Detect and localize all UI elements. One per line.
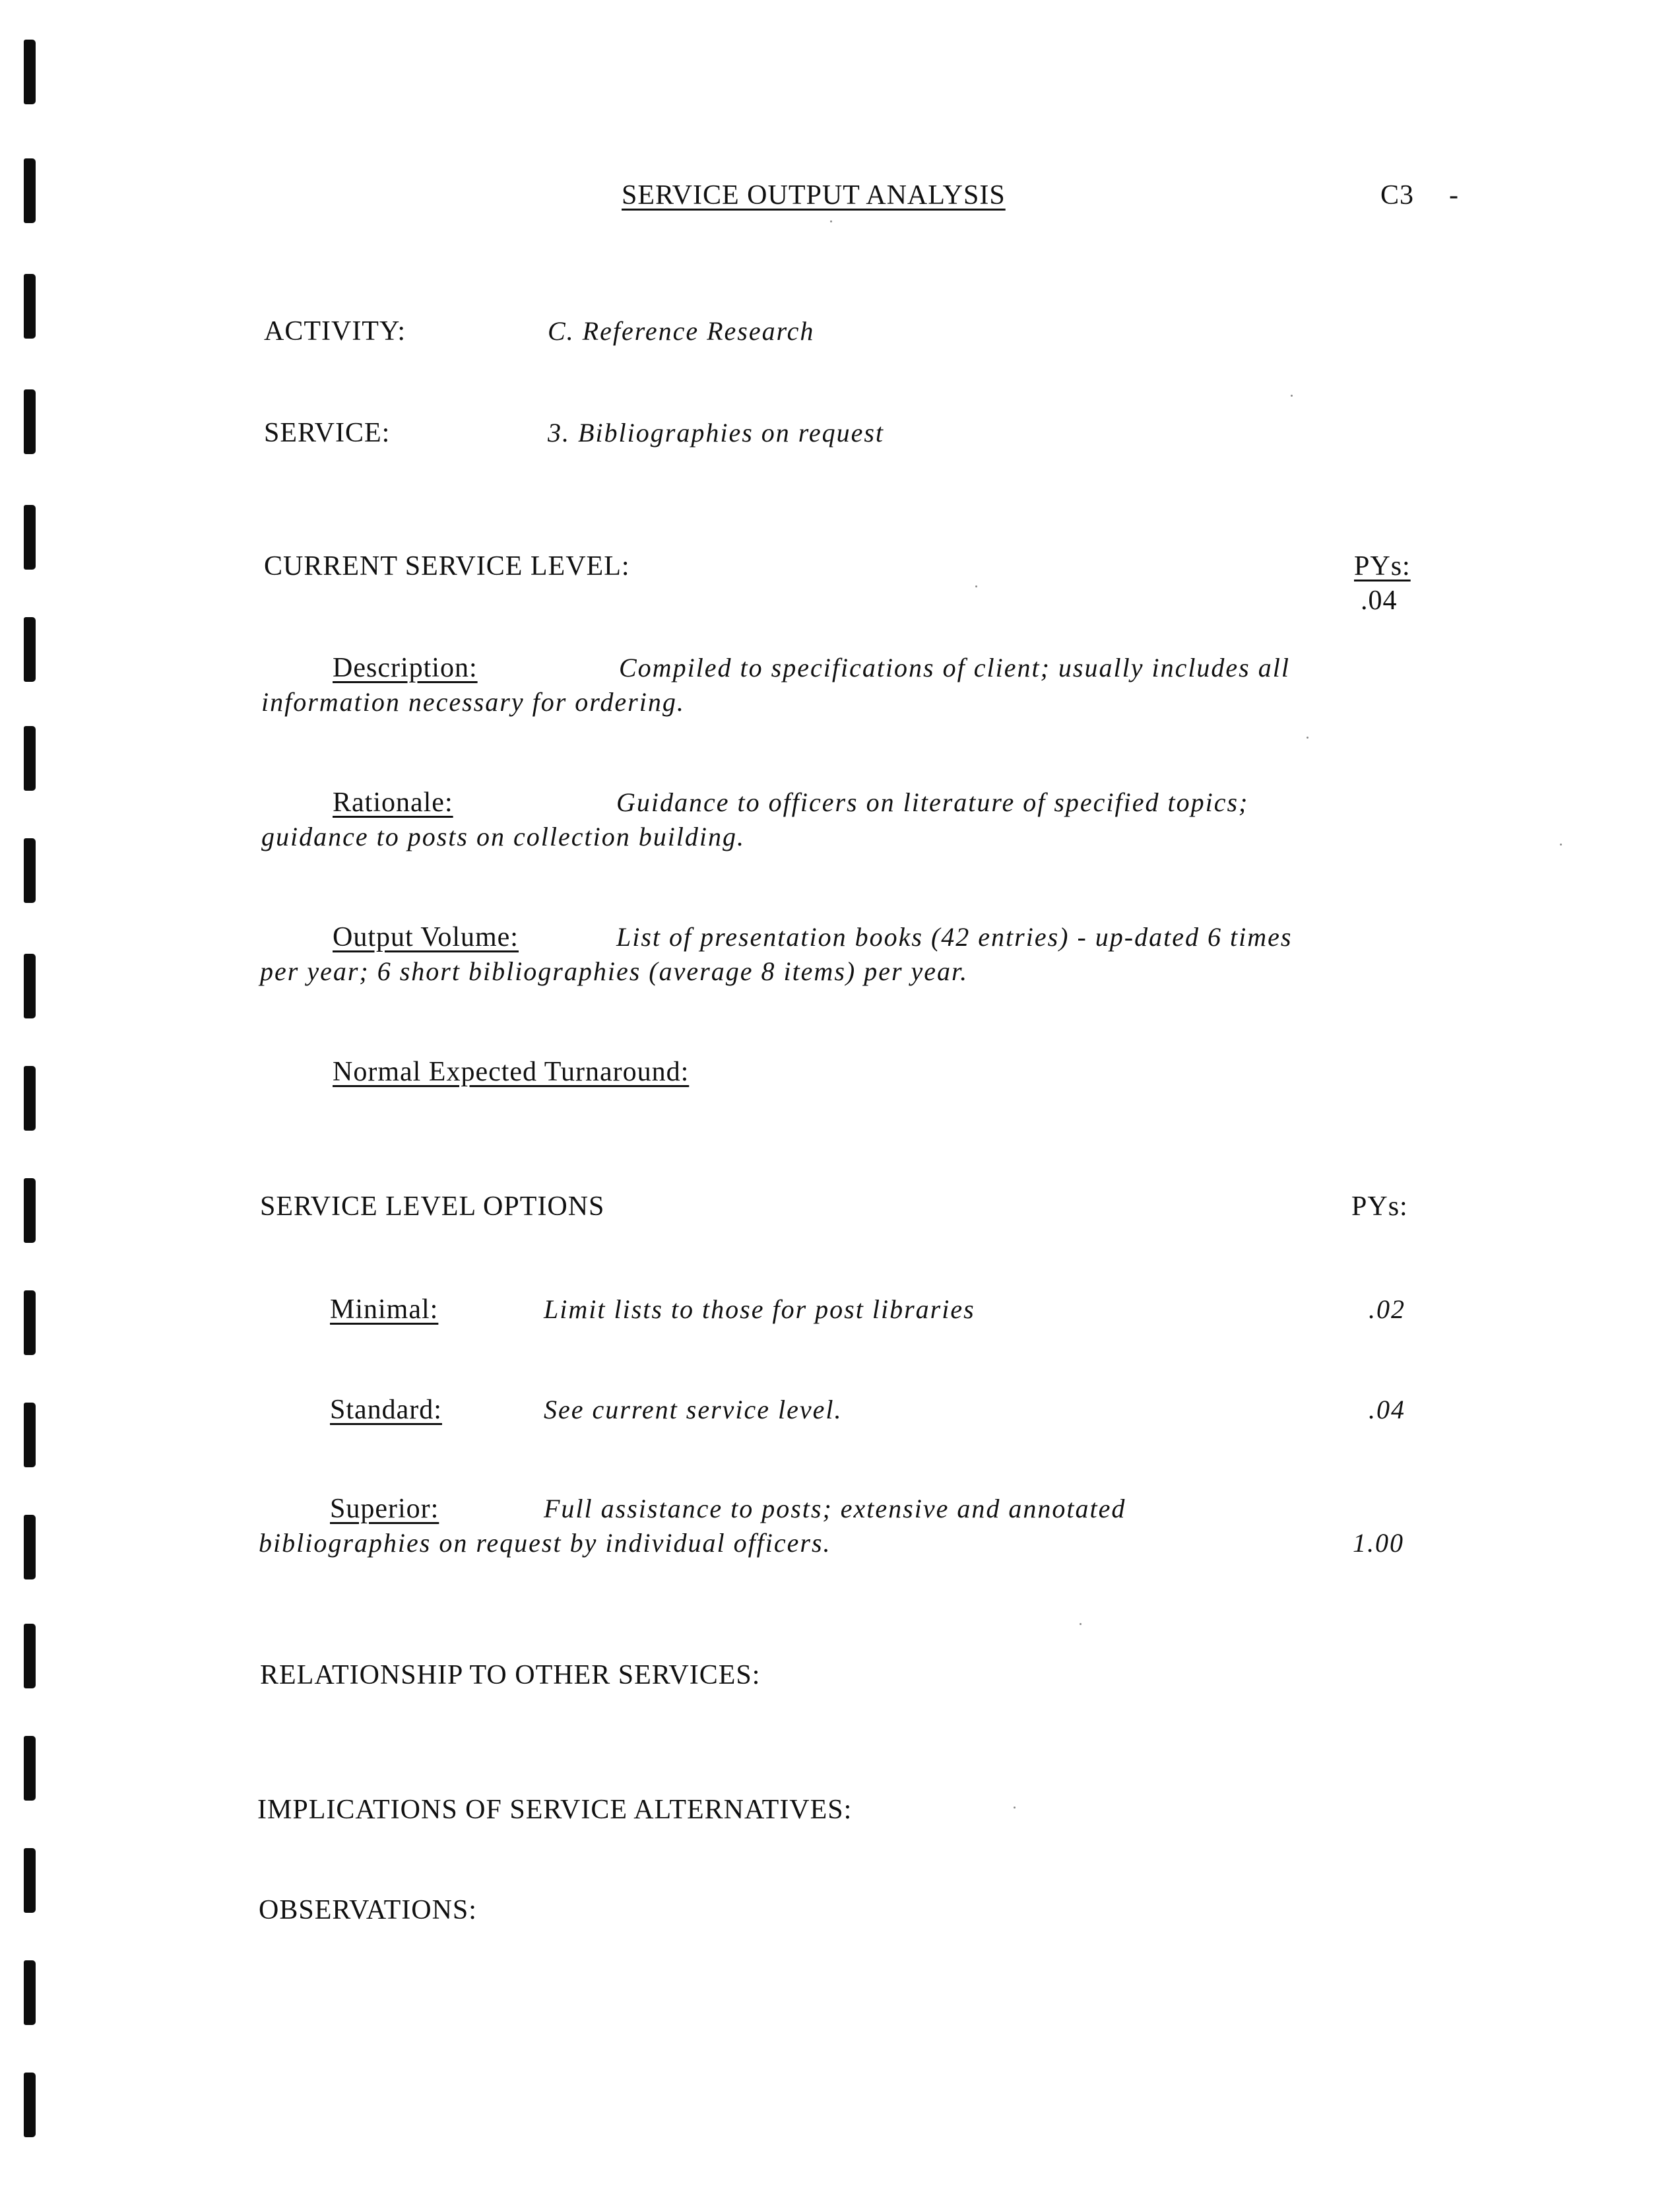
standard-pys: .04 xyxy=(1369,1395,1405,1424)
scan-speck xyxy=(975,585,977,587)
rationale-label: Rationale: xyxy=(333,787,453,818)
rationale-text-line2: guidance to posts on collection building. xyxy=(261,822,746,851)
description-label: Description: xyxy=(333,653,478,683)
binder-hole xyxy=(24,1624,36,1688)
current-pys-label: PYs: xyxy=(1354,551,1411,581)
binder-hole xyxy=(24,274,36,339)
binder-hole xyxy=(24,838,36,903)
activity-value: C. Reference Research xyxy=(548,316,815,346)
scan-speck xyxy=(1560,844,1562,846)
scan-speck xyxy=(830,220,832,222)
binder-hole xyxy=(24,1290,36,1355)
binder-hole xyxy=(24,1848,36,1913)
binder-hole xyxy=(24,2073,36,2137)
scan-speck xyxy=(1291,395,1293,397)
activity-label: ACTIVITY: xyxy=(264,316,406,347)
service-level-options-label: SERVICE LEVEL OPTIONS xyxy=(260,1191,605,1222)
binder-hole xyxy=(24,389,36,454)
description-text-line1: Compiled to specifications of client; usually includes all xyxy=(619,653,1290,682)
superior-label: Superior: xyxy=(330,1494,439,1524)
minimal-text: Limit lists to those for post libraries xyxy=(544,1294,975,1324)
observations-label: OBSERVATIONS: xyxy=(259,1895,477,1925)
binder-hole xyxy=(24,1066,36,1131)
binder-hole xyxy=(24,954,36,1018)
binder-hole xyxy=(24,505,36,570)
binder-hole xyxy=(24,1960,36,2025)
minimal-pys: .02 xyxy=(1369,1294,1405,1324)
superior-text-line2: bibliographies on request by individual officers. xyxy=(259,1528,831,1558)
superior-pys: 1.00 xyxy=(1353,1528,1404,1558)
binder-hole xyxy=(24,40,36,104)
turnaround-label: Normal Expected Turnaround: xyxy=(333,1057,690,1087)
binder-hole xyxy=(24,1178,36,1243)
current-pys-value: .04 xyxy=(1361,585,1398,616)
options-pys-label: PYs: xyxy=(1351,1191,1408,1222)
output-volume-text-line2: per year; 6 short bibliographies (average 8 items) per year. xyxy=(260,956,969,986)
binder-hole xyxy=(24,1515,36,1579)
service-value: 3. Bibliographies on request xyxy=(548,418,885,448)
page-code: C3 xyxy=(1380,180,1415,211)
binder-hole xyxy=(24,726,36,791)
page-code-dash: - xyxy=(1449,180,1459,211)
output-volume-label: Output Volume: xyxy=(333,922,519,952)
service-label: SERVICE: xyxy=(264,418,391,448)
binder-hole xyxy=(24,1403,36,1467)
binder-holes xyxy=(18,0,45,2192)
standard-label: Standard: xyxy=(330,1395,442,1425)
binder-hole xyxy=(24,158,36,223)
rationale-text-line1: Guidance to officers on literature of specified topics; xyxy=(616,787,1249,817)
superior-text-line1: Full assistance to posts; extensive and annotated xyxy=(544,1494,1126,1523)
binder-hole xyxy=(24,617,36,682)
minimal-label: Minimal: xyxy=(330,1294,439,1325)
binder-hole xyxy=(24,1736,36,1801)
implications-label: IMPLICATIONS OF SERVICE ALTERNATIVES: xyxy=(257,1795,853,1825)
scan-speck xyxy=(1080,1623,1082,1625)
scan-speck xyxy=(1307,737,1308,739)
output-volume-text-line1: List of presentation books (42 entries) - up-dated 6 times xyxy=(616,922,1293,952)
standard-text: See current service level. xyxy=(544,1395,843,1424)
relationship-label: RELATIONSHIP TO OTHER SERVICES: xyxy=(260,1660,761,1690)
current-service-level-label: CURRENT SERVICE LEVEL: xyxy=(264,551,630,581)
description-text-line2: information necessary for ordering. xyxy=(261,687,685,717)
document-title: SERVICE OUTPUT ANALYSIS xyxy=(622,180,1006,211)
scan-speck xyxy=(1014,1807,1016,1809)
